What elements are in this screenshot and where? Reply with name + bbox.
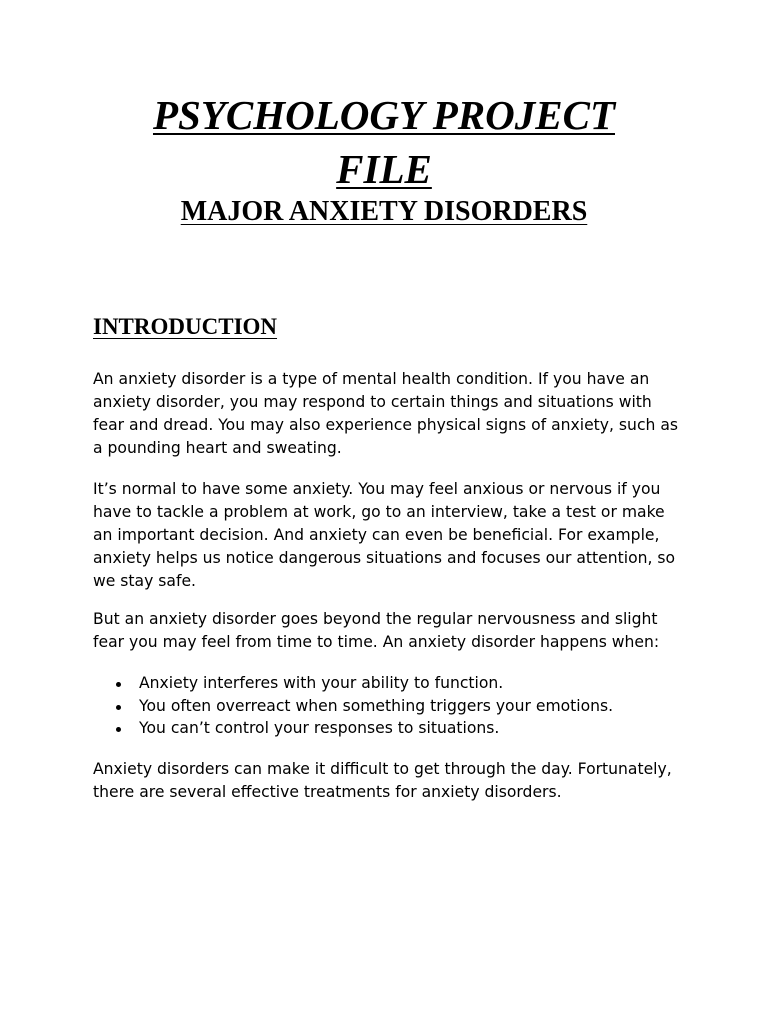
- page-title-line-1: PSYCHOLOGY PROJECT: [152, 92, 615, 138]
- paragraph-3: But an anxiety disorder goes beyond the regular nervousness and slight fear you may feel from time to time. An anxiety disorder happens when:: [93, 610, 660, 651]
- list-item: [93, 695, 683, 718]
- section-heading-introduction: INTRODUCTION: [93, 314, 278, 339]
- list-item-text: Anxiety interferes with your ability to function.: [139, 674, 504, 692]
- paragraph-1: An anxiety disorder is a type of mental health condition. If you have an anxiety disorder, you may respond to certain things and situations with fear and dread. You may also experience physical signs of anxiety, such as a pounding heart and sweating.: [93, 370, 679, 457]
- page-title-line-2: FILE: [336, 146, 432, 192]
- bullet-icon: [116, 705, 121, 710]
- bullet-icon: [116, 682, 121, 687]
- list-item: [93, 717, 683, 740]
- page-title: [0, 88, 768, 196]
- paragraph-4: Anxiety disorders can make it difficult to get through the day. Fortunately, there are several effective treatments for anxiety disorders.: [93, 760, 672, 801]
- list-item: [93, 672, 683, 695]
- list-item-text: You often overreact when something triggers your emotions.: [139, 696, 614, 715]
- paragraph-2: It’s normal to have some anxiety. You may feel anxious or nervous if you have to tackle a problem at work, go to an interview, take a test or make an important decision. And anxiety can even be beneficial. For example, anxiety helps us notice dangerous situations and focuses our attention, so we stay safe.: [93, 480, 676, 590]
- bullet-icon: [116, 727, 121, 732]
- page-subtitle: MAJOR ANXIETY DISORDERS: [180, 196, 588, 227]
- list-item-text: You can’t control your responses to situations.: [139, 719, 500, 737]
- bullet-list: [93, 672, 683, 740]
